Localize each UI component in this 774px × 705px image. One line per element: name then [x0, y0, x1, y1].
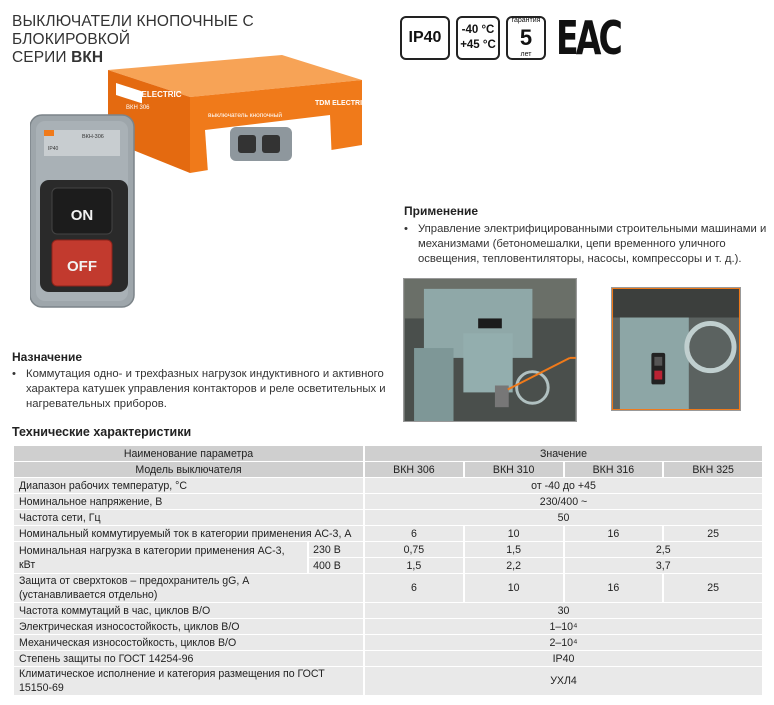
switch-model-label: ВКН-306 [82, 134, 104, 140]
title-prefix: СЕРИИ [12, 49, 72, 66]
ip-rating-text: IP40 [408, 29, 442, 46]
row-value: 6 [365, 574, 463, 602]
temperature-badge [456, 16, 500, 60]
col-value-header: Значение [365, 446, 762, 461]
box-brand-front: TDM ELECTRIC [315, 100, 368, 107]
box-model-front: ВКН 306 [292, 126, 316, 132]
row-label: Степень защиты по ГОСТ 14254-96 [14, 651, 363, 666]
row-label: Номинальный коммутируемый ток в категории применения АС-3, А [14, 526, 363, 541]
row-label [14, 574, 363, 602]
row-value: 16 [565, 574, 663, 602]
box-subtitle: выключатель кнопочный [208, 112, 283, 119]
row-sublabel: 230 В [309, 542, 363, 557]
box-brand: TDM ELECTRIC [122, 90, 182, 99]
row-value: 10 [465, 574, 563, 602]
fuse-label-line-2: (устанавливается отдельно) [19, 589, 158, 601]
row-value: от -40 до +45 [365, 478, 762, 493]
temp-min: -40 °C [461, 24, 495, 36]
table-row [14, 635, 762, 650]
certification-badges [400, 11, 645, 65]
row-label: Частота сети, Гц [14, 510, 363, 525]
table-row [14, 542, 762, 557]
row-value: 25 [664, 574, 762, 602]
eac-logo: EAC [556, 11, 620, 65]
table-row [14, 603, 762, 618]
row-label: Частота коммутаций в час, циклов В/О [14, 603, 363, 618]
warranty-top: гарантия [511, 17, 541, 24]
table-row [14, 494, 762, 509]
model-cell: ВКН 310 [465, 462, 563, 477]
product-image [30, 45, 390, 310]
row-value: 1,5 [365, 558, 463, 573]
row-value: 0,75 [365, 542, 463, 557]
specs-heading: Технические характеристики [12, 425, 192, 439]
table-row [14, 478, 762, 493]
row-value: 3,7 [565, 558, 763, 573]
table-row-models [14, 462, 762, 477]
row-value: 16 [565, 526, 663, 541]
row-label: Номинальная нагрузка в категории применения АС-3, кВт [14, 542, 307, 573]
row-label: Электрическая износостойкость, циклов В/О [14, 619, 363, 634]
switch-off-label: OFF [67, 258, 97, 275]
row-value: 1,5 [465, 542, 563, 557]
warranty-years: 5 [519, 25, 533, 50]
row-value: 2–10⁴ [365, 635, 762, 650]
row-label: Климатическое исполнение и категория размещения по ГОСТ 15150-69 [14, 667, 363, 695]
purpose-text: • Коммутация одно- и трехфазных нагрузок индуктивного и активного характера катушек управления контакторов и реле осветительных и нагревательных приборов. [12, 367, 386, 412]
row-value: УХЛ4 [365, 667, 762, 695]
application-text: • Управление электрифицированными строительными машинами и механизмами (бетономешалки, цепи временного уличного освещения, тепловентиляторы, насосы, компрессоры и т. д.). [404, 222, 768, 267]
row-value: 2,2 [465, 558, 563, 573]
table-row [14, 574, 762, 602]
row-label: Диапазон рабочих температур, °С [14, 478, 363, 493]
title-line-1: ВЫКЛЮЧАТЕЛИ КНОПОЧНЫЕ С БЛОКИРОВКОЙ [12, 13, 254, 48]
table-row [14, 651, 762, 666]
title-series: ВКН [71, 49, 104, 66]
switch-spec-label: IP40 [48, 146, 59, 152]
row-sublabel: 400 В [309, 558, 363, 573]
row-label: Номинальное напряжение, В [14, 494, 363, 509]
ip-rating-badge [400, 16, 450, 60]
machine-photo-left [403, 278, 577, 422]
row-value: 50 [365, 510, 762, 525]
model-cell: ВКН 306 [365, 462, 463, 477]
table-header-row [14, 446, 762, 461]
warranty-badge [506, 16, 546, 60]
table-row [14, 510, 762, 525]
model-cell: ВКН 325 [664, 462, 762, 477]
table-row [14, 619, 762, 634]
row-value: 30 [365, 603, 762, 618]
row-value: 6 [365, 526, 463, 541]
col-param-header: Наименование параметра [14, 446, 363, 461]
warranty-bottom: лет [520, 51, 532, 58]
switch-on-label: ON [70, 207, 94, 224]
model-cell: ВКН 316 [565, 462, 663, 477]
box-model-side: ВКН 306 [126, 105, 150, 111]
row-value: 1–10⁴ [365, 619, 762, 634]
machine-photo-right [611, 287, 741, 411]
row-value: 230/400 ~ [365, 494, 762, 509]
table-row [14, 526, 762, 541]
specs-table [12, 445, 764, 696]
temp-max: +45 °C [460, 39, 496, 51]
fuse-label-line-1: Защита от сверхтоков – предохранитель gG, А [19, 575, 250, 587]
application-heading: Применение [404, 204, 479, 218]
model-row-label: Модель выключателя [14, 462, 363, 477]
row-value: 10 [465, 526, 563, 541]
row-value: 2,5 [565, 542, 763, 557]
row-value: 25 [664, 526, 762, 541]
row-value: IP40 [365, 651, 762, 666]
table-row [14, 667, 762, 695]
purpose-heading: Назначение [12, 350, 83, 364]
row-label: Механическая износостойкость, циклов В/О [14, 635, 363, 650]
